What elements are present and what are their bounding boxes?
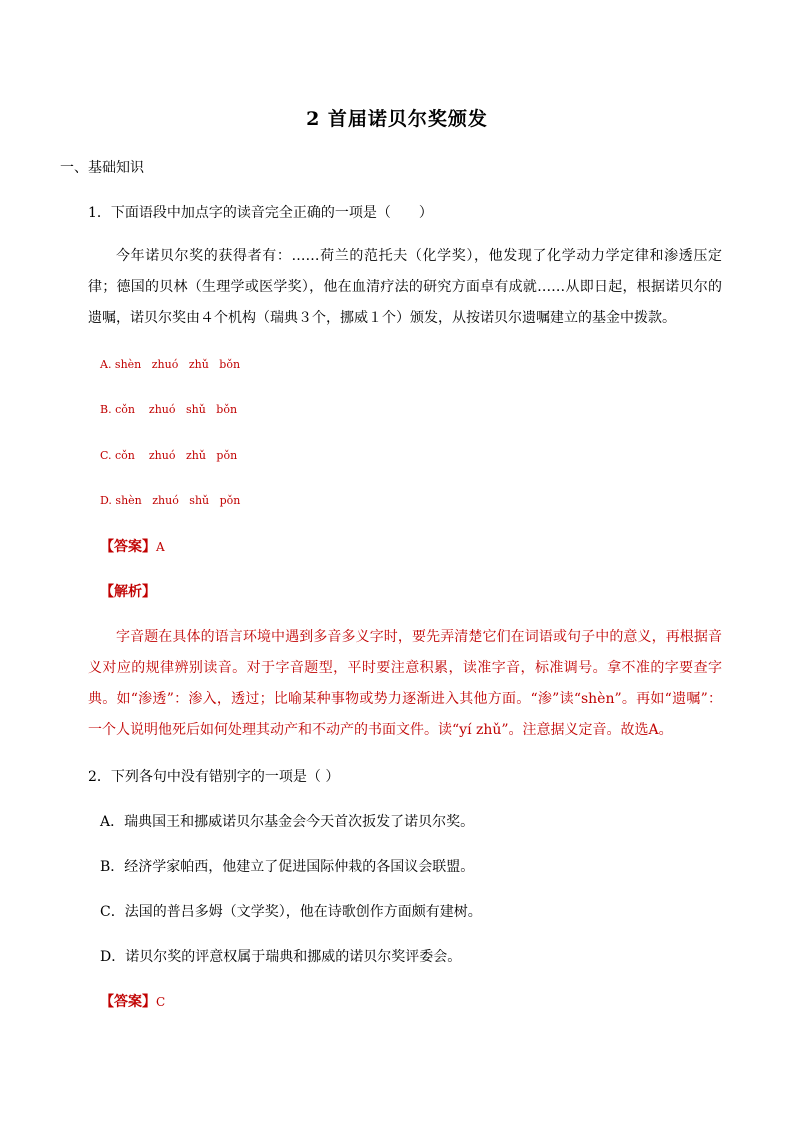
question-1-analysis: 字音题在具体的语言环境中遇到多音多义字时，要先弄清楚它们在词语或句子中的意义，再根据音义对应的规律辨别读音。对于字音题型，平时要注意积累，读准字音，标准调号。拿不准的字要查字典。如“渗透”：渗入，透过；比喻某种事物或势力逐渐进入其他方面。“渗”读“shèn”。再如“遗嘱”：一个人说明他死后如何处理其动产和不动产的书面文件。读“yí zhǔ”。注意据义定音。故选A。: [88, 629, 722, 738]
question-2-option-d: D．诺贝尔奖的评意权属于瑞典和挪威的诺贝尔奖评委会。: [100, 949, 462, 965]
question-1-option-d: D. shèn zhuó shǔ pǒn: [100, 494, 241, 507]
question-2-answer: [100, 992, 165, 1012]
question-1-passage: 今年诺贝尔奖的获得者有：……荷兰的范托夫（化学奖），他发现了化学动力学定律和渗透压定律；德国的贝林（生理学或医学奖），他在血清疗法的研究方面卓有成就……从即日起，根据诺贝尔的遗嘱，诺贝尔奖由４个机构（瑞典３个，挪威１个）颁发，从按诺贝尔遗嘱建立的基金中拨款。: [88, 248, 722, 326]
question-2-option-c: C．法国的普吕多姆（文学奖），他在诗歌创作方面颇有建树。: [100, 904, 482, 920]
answer-label: 【答案】: [100, 994, 156, 1010]
question-1-option-a: A. shèn zhuó zhǔ bǒn: [100, 358, 241, 371]
question-1-stem: 1．下面语段中加点字的读音完全正确的一项是（ ）: [88, 205, 433, 221]
section-heading: 一、基础知识: [60, 160, 144, 176]
question-2-option-a: A．瑞典国王和挪威诺贝尔基金会今天首次扳发了诺贝尔奖。: [100, 814, 475, 830]
answer-label: 【答案】: [100, 539, 156, 555]
question-2-option-b: B．经济学家帕西，他建立了促进国际仲栽的各国议会联盟。: [100, 859, 475, 875]
question-1-analysis-label: 【解析】: [100, 584, 156, 600]
answer-value: C: [156, 995, 166, 1009]
question-1-option-b: B. cǒn zhuó shǔ bǒn: [100, 403, 238, 416]
answer-value: A: [156, 540, 165, 554]
question-1-answer: [100, 537, 165, 557]
question-2-stem: 2．下列各句中没有错别字的一项是（ ）: [88, 769, 340, 785]
question-1-option-c: C. cǒn zhuó zhǔ pǒn: [100, 449, 238, 462]
page-title: 2 首届诺贝尔奖颁发: [306, 108, 488, 130]
